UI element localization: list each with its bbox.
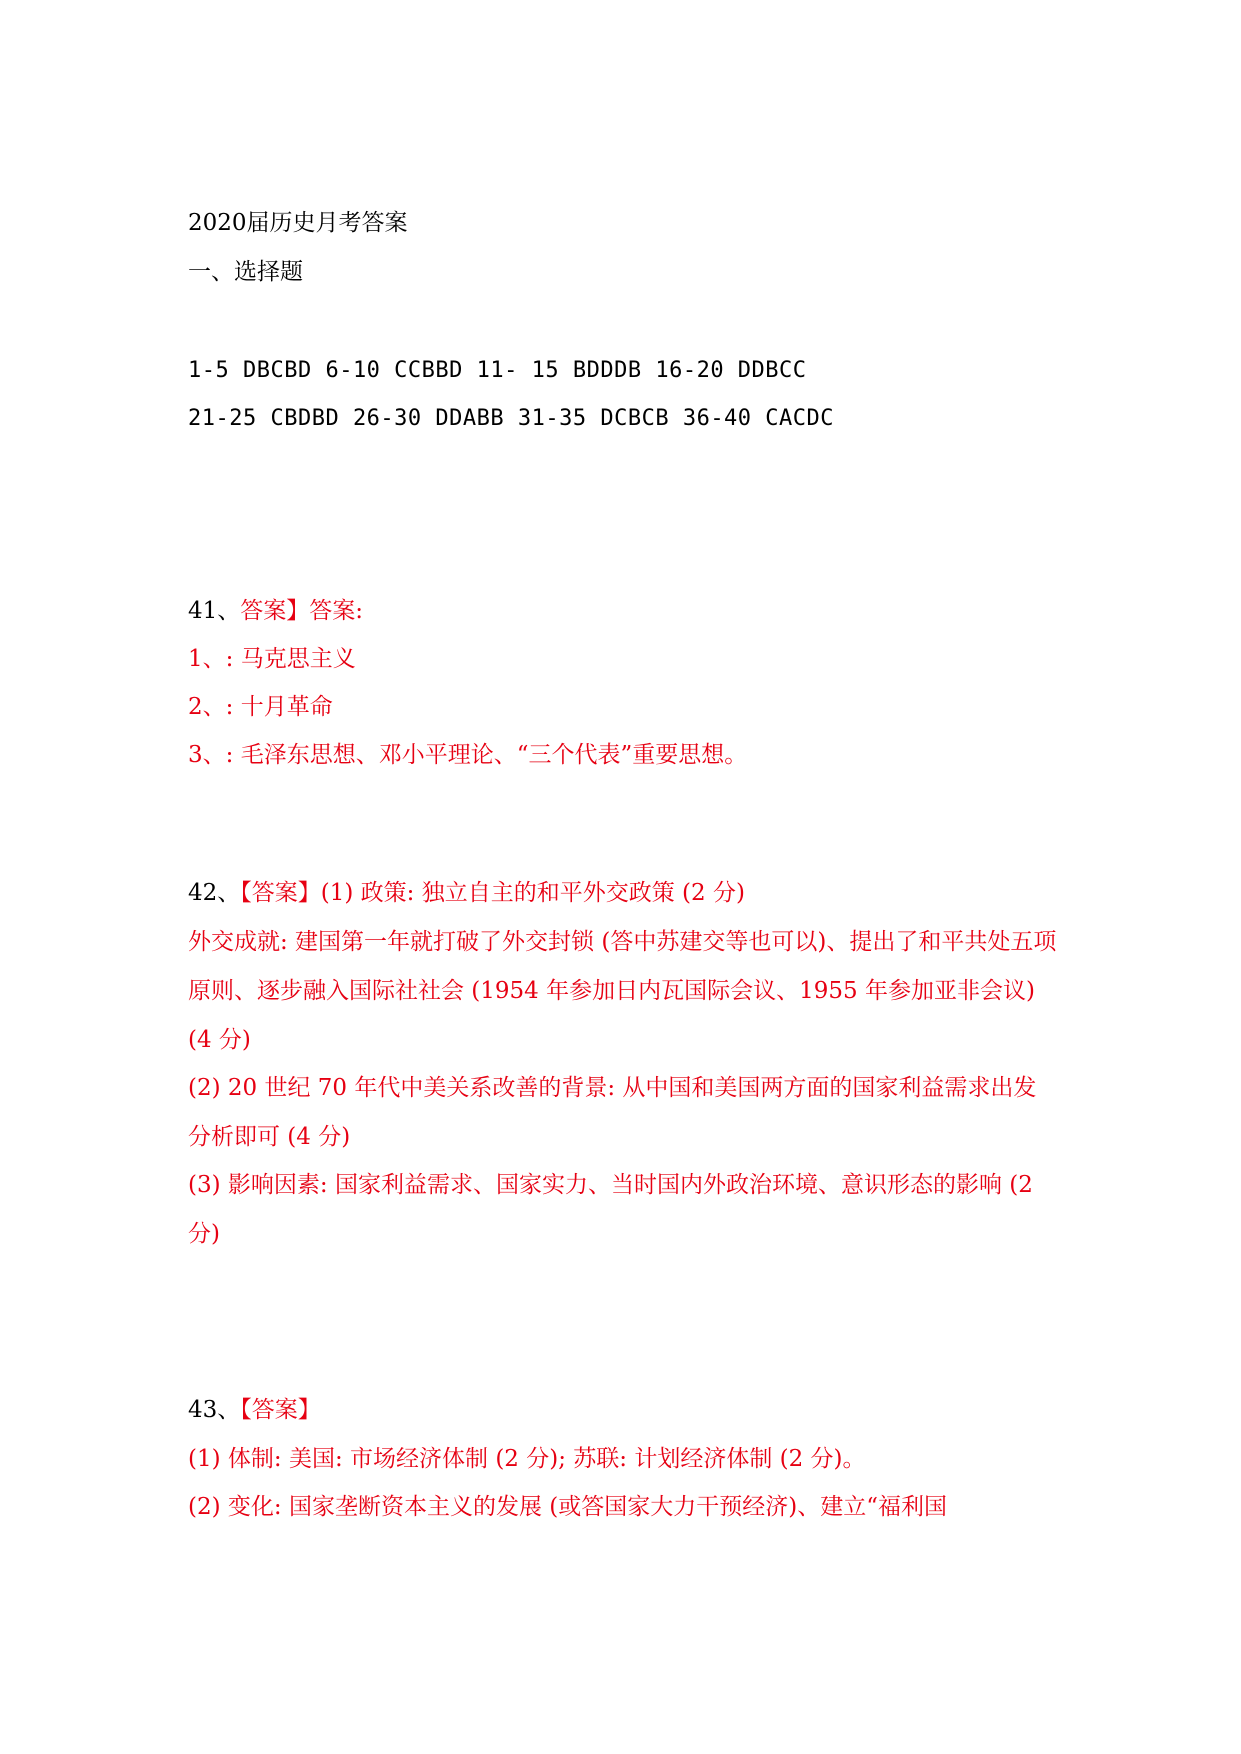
section-heading-choice: 一、选择题 xyxy=(188,259,303,285)
q42-number: 42、 xyxy=(188,880,241,906)
q43-part-1: (1) 体制: 美国: 市场经济体制 (2 分); 苏联: 计划经济体制 (2 分)。 xyxy=(188,1446,866,1472)
q41-head: 答案】答案: xyxy=(240,598,364,624)
q42-tag: 【答案】 xyxy=(240,880,321,906)
mcq-answers-line-2: 21-25 CBDBD 26-30 DDABB 31-35 DCBCB 36-40 CACDC xyxy=(188,406,835,431)
document-title: 2020届历史月考答案 xyxy=(188,210,408,236)
q42-part-3: (3) 影响因素: 国家利益需求、国家实力、当时国内外政治环境、意识形态的影响 (2 分) xyxy=(188,1172,1033,1247)
q42-part-2: (2) 20 世纪 70 年代中美关系改善的背景: 从中国和美国两方面的国家利益需求出发分析即可 (4 分) xyxy=(188,1075,1037,1150)
q41-item-3: 3、: 毛泽东思想、邓小平理论、“三个代表”重要思想。 xyxy=(188,742,748,768)
q42-part-1: (1) 政策: 独立自主的和平外交政策 (2 分) xyxy=(320,880,745,906)
q41-heading xyxy=(188,596,363,626)
q41-item-2: 2、: 十月革命 xyxy=(188,694,333,720)
q42-achievements: 外交成就: 建国第一年就打破了外交封锁 (答中苏建交等也可以)、提出了和平共处五项原则、逐步融入国际社社会 (1954 年参加日内瓦国际会议、1955 年参加亚非会议) (4 分) xyxy=(188,929,1057,1053)
q41-number: 41、 xyxy=(188,598,241,624)
q43-number: 43、 xyxy=(188,1397,241,1423)
q43-part-2: (2) 变化: 国家垄断资本主义的发展 (或答国家大力干预经济)、建立“福利国 xyxy=(188,1494,947,1520)
q41-item-1: 1、: 马克思主义 xyxy=(188,646,356,672)
q43-heading xyxy=(188,1395,321,1425)
mcq-answers-line-1: 1-5 DBCBD 6-10 CCBBD 11- 15 BDDDB 16-20 DDBCC xyxy=(188,358,807,383)
q42-heading xyxy=(188,878,745,908)
q43-tag: 【答案】 xyxy=(240,1397,321,1423)
